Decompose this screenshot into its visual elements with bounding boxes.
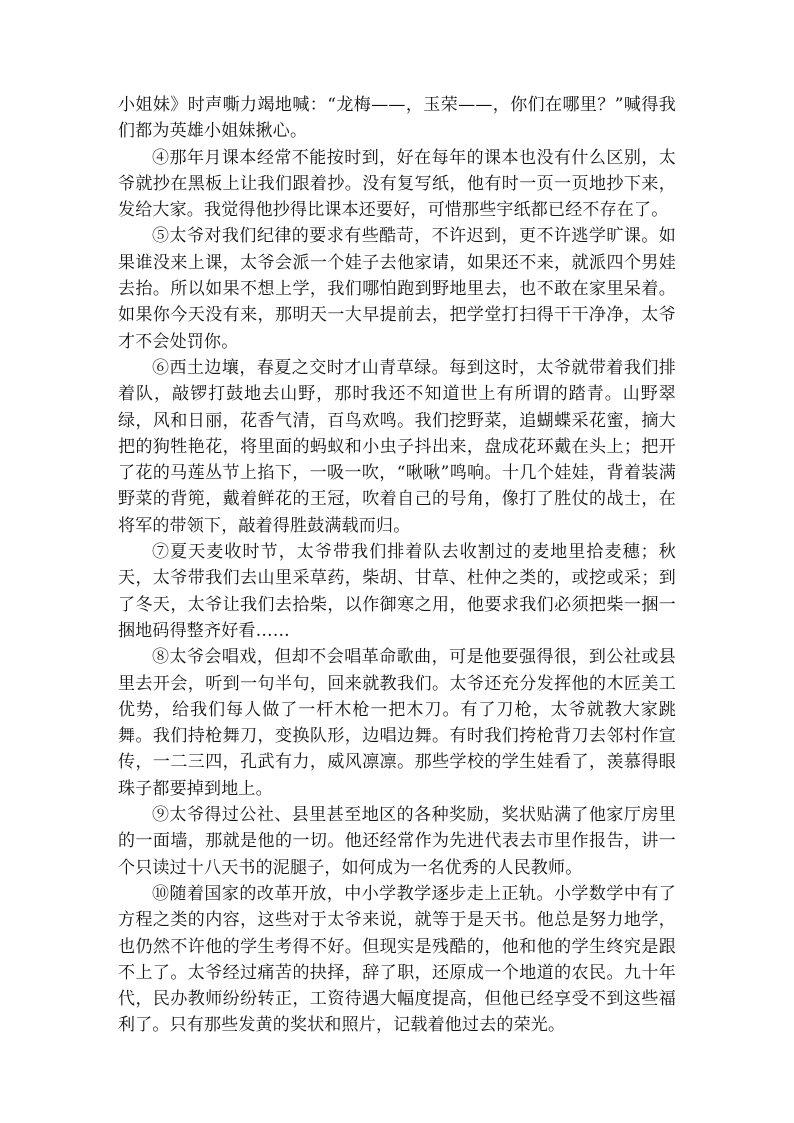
- paragraph-4: ④那年月课本经常不能按时到，好在每年的课本也没有什么区别，太爷就抄在黑板上让我们跟着抄。没有复写纸，他有时一页一页地抄下来，发给大家。我觉得他抄得比课本还要好，可惜那些宇纸都已经不存在了。: [118, 147, 676, 221]
- paragraph-9: ⑨太爷得过公社、县里甚至地区的各种奖励，奖状贴满了他家厅房里的一面墙，那就是他的一切。他还经常作为先进代表去市里作报告，讲一个只读过十八天书的泥腿子，如何成为一名优秀的人民教师。: [118, 805, 676, 878]
- paragraph-5: ⑤太爷对我们纪律的要求有些酷苛，不许迟到，更不许逃学旷课。如果谁没来上课，太爷会派一个娃子去他家请，如果还不来，就派四个男娃去抬。所以如果不想上学，我们哪怕跑到野地里去，也不敢在家里呆着。如果你今天没有来，那明天一大早提前去，把学堂打扫得干干净净，太爷才不会处罚你。: [118, 226, 676, 352]
- paragraph-10: ⑩随着国家的改革开放，中小学教学逐步走上正轨。小学数学中有了方程之类的内容，这些对于太爷来说，就等于是天书。他总是努力地学，也仍然不许他的学生考得不好。但现实是残酷的，他和他的学生终究是跟不上了。太爷经过痛苦的抉择，辞了职，还原成一个地道的农民。九十年代，民办教师纷纷转正，工资待遇大幅度提高，但他已经享受不到这些福利了。只有那些发黄的奖状和照片，记载着他过去的荣光。: [118, 883, 676, 1036]
- paragraph-8: ⑧太爷会唱戏，但却不会唱革命歌曲，可是他要强得很，到公社或县里去开会，听到一句半句，回来就教我们。太爷还充分发挥他的木匠美工优势，给我们每人做了一杆木枪一把木刀。有了刀枪，太爷就教大家跳舞。我们持枪舞刀，变换队形，边唱边舞。有时我们挎枪背刀去邻村作宣传，一二三四，孔武有力，威风凛凛。那些学校的学生娃看了，羡慕得眼珠子都要掉到地上。: [118, 647, 676, 799]
- paragraph-continued: 小姐妹》时声嘶力竭地喊：“龙梅——，玉荣——，你们在哪里？”喊得我们都为英雄小姐妹揪心。: [118, 95, 676, 142]
- paragraph-7: ⑦夏天麦收时节，太爷带我们排着队去收割过的麦地里拾麦穗；秋天，太爷带我们去山里采草药，柴胡、甘草、杜仲之类的，或挖或采；到了冬天，太爷让我们去拾柴，以作御寒之用，他要求我们必须把柴一捆一捆地码得整齐好看……: [118, 542, 676, 641]
- article-body: [118, 92, 676, 1039]
- paragraph-6: ⑥西土边壤，春夏之交时才山青草绿。每到这时，太爷就带着我们排着队，敲锣打鼓地去山野，那时我还不知道世上有所谓的踏青。山野翠绿，风和日丽，花香气清，百鸟欢鸣。我们挖野菜，追蝴蝶采花蜜，摘大把的狗牲艳花，将里面的蚂蚁和小虫子抖出来，盘成花环戴在头上；把开了花的马莲丛节上掐下，一吸一吹，“啾啾”鸣响。十几个娃娃，背着装满野菜的背篼，戴着鲜花的王冠，吹着自己的号角，像打了胜仗的战士，在将军的带领下，敲着得胜鼓满载而归。: [118, 357, 676, 536]
